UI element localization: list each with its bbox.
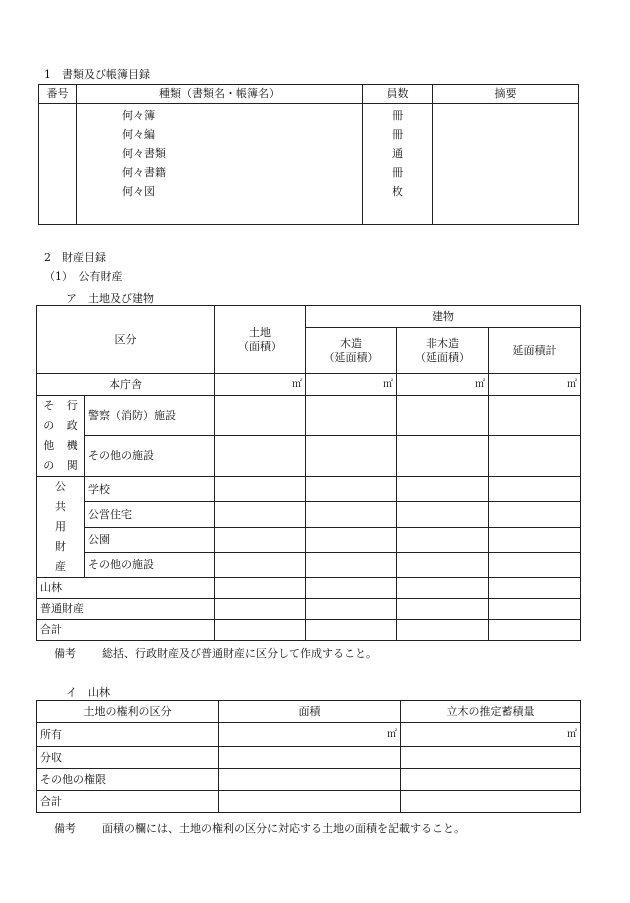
unit-label: 冊 — [392, 166, 403, 179]
row-label: 公園 — [85, 527, 215, 552]
header-count: 員数 — [363, 85, 433, 104]
header-total-area: 延面積計 — [489, 328, 581, 374]
row-label: その他の施設 — [85, 552, 215, 577]
row-label: 公営住宅 — [85, 502, 215, 527]
unit-cell: ㎡ — [219, 723, 401, 747]
header-nonwood-line2: （延面積） — [415, 350, 470, 364]
row-label: 警察（消防）施設 — [85, 396, 215, 436]
row-label: 合計 — [37, 791, 219, 813]
header-kind: 種類（書類名・帳簿名） — [77, 85, 363, 104]
header-land-line2: （面積） — [238, 339, 282, 353]
header-nonwood — [397, 328, 489, 374]
label-char: の — [43, 459, 55, 472]
subsection-a-title: ア 土地及び建物 — [66, 292, 154, 305]
header-area: 面積 — [219, 701, 401, 723]
unit-label: 枚 — [392, 185, 403, 198]
label-char: の — [43, 419, 55, 432]
subsection-1-title: （1） 公有財産 — [44, 270, 123, 283]
row-label: その他の施設 — [85, 436, 215, 477]
header-land — [215, 306, 306, 374]
note-label: 備考 — [54, 647, 76, 660]
row-label: 合計 — [37, 620, 215, 641]
header-kubun: 区分 — [37, 306, 215, 374]
row-label: その他の権限 — [37, 769, 219, 791]
header-right-type: 土地の権利の区分 — [37, 701, 219, 723]
note2-label: 備考 — [54, 822, 76, 835]
unit-label: 冊 — [392, 128, 403, 141]
header-volume: 立木の推定蓄積量 — [401, 701, 581, 723]
list-item: 何々書類 — [122, 147, 166, 160]
header-nonwood-line1: 非木造 — [426, 337, 459, 351]
summary-cell — [433, 104, 579, 225]
label-char: そ — [43, 399, 55, 412]
header-wood-line1: 木造 — [340, 337, 362, 351]
unit-label: 通 — [392, 147, 403, 160]
header-building: 建物 — [306, 306, 581, 328]
row-label: 学校 — [85, 477, 215, 502]
label-char: 政 — [66, 419, 78, 432]
label-char: 共 — [55, 500, 66, 513]
label-char: 財 — [55, 540, 66, 553]
list-item: 何々簿 — [122, 109, 155, 122]
group-kokyo-label — [37, 477, 85, 578]
row-label: 分収 — [37, 747, 219, 769]
section-1-title: 1 書類及び帳簿目録 — [44, 68, 150, 81]
label-char: 他 — [43, 439, 55, 452]
section-2-title: 2 財産目録 — [44, 251, 106, 264]
row-label: 山林 — [37, 578, 215, 599]
label-char: 用 — [55, 520, 66, 533]
header-number: 番号 — [39, 85, 77, 104]
group-gyosei-label — [37, 396, 85, 477]
row-honcho: 本庁舎 — [37, 374, 215, 396]
unit-label: 冊 — [392, 109, 403, 122]
row-label: 所有 — [37, 723, 219, 747]
note2-text: 面積の欄には、土地の権利の区分に対応する土地の面積を記載すること。 — [102, 822, 465, 835]
list-item: 何々書籍 — [122, 166, 166, 179]
note-text: 総括、行政財産及び普通財産に区分して作成すること。 — [102, 647, 377, 660]
list-item: 何々編 — [122, 128, 155, 141]
number-cell — [39, 104, 77, 225]
label-char: 機 — [66, 439, 78, 452]
label-char: 行 — [66, 399, 78, 412]
land-buildings-table — [36, 305, 581, 641]
label-char: 関 — [66, 459, 78, 472]
list-item: 何々図 — [122, 185, 155, 198]
header-wood — [306, 328, 397, 374]
header-summary: 摘要 — [433, 85, 579, 104]
count-cell — [363, 104, 433, 225]
row-label: 普通財産 — [37, 599, 215, 620]
kind-cell — [77, 104, 363, 225]
header-wood-line2: （延面積） — [323, 350, 379, 364]
forest-table — [36, 700, 581, 813]
documents-table — [38, 84, 579, 225]
unit-cell: ㎡ — [306, 374, 397, 396]
subsection-i-title: イ 山林 — [66, 686, 110, 699]
header-land-line1: 土地 — [249, 326, 271, 340]
unit-cell: ㎡ — [215, 374, 306, 396]
label-char: 産 — [55, 560, 66, 573]
unit-cell: ㎡ — [489, 374, 581, 396]
label-char: 公 — [55, 480, 66, 493]
unit-cell: ㎡ — [397, 374, 489, 396]
unit-cell: ㎡ — [401, 723, 581, 747]
